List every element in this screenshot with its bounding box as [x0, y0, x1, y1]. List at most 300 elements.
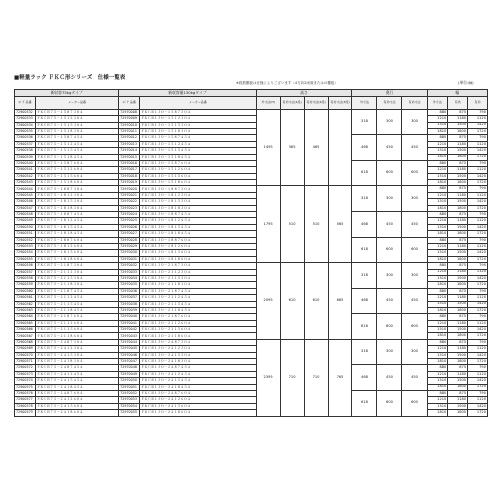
product-code-b: 72970040 — [119, 314, 140, 320]
width-outer: 880 — [427, 109, 448, 115]
maker-part-b: ＦＫＣＢ１３０－２４８７３０４ — [139, 339, 256, 345]
col-maker-a: メーカー品番 — [35, 96, 118, 109]
width-eff-2: 1420 — [468, 403, 488, 409]
width-outer: 1510 — [427, 403, 448, 409]
width-eff-1: 875 — [448, 263, 468, 269]
height-eff-1: 710 — [280, 339, 304, 416]
product-code-a: 72900554 — [15, 250, 36, 256]
maker-part-a: ＦＫＣＢ７５－１８１５４５４ — [35, 224, 118, 230]
product-code-b: 72970008 — [119, 109, 140, 115]
product-code-a: 72900552 — [15, 237, 36, 243]
depth-eff-2: 300 — [402, 339, 427, 365]
width-eff-2: 1120 — [468, 320, 488, 326]
maker-part-a: ＦＫＣＢ７５－１５８７６０４ — [35, 160, 118, 166]
maker-part-b: ＦＫＣＢ１３０－１８１２６０４ — [139, 244, 256, 250]
width-outer: 880 — [427, 390, 448, 396]
maker-part-a: ＦＫＣＢ７５－２１８７３０４ — [35, 263, 118, 269]
product-code-b: 72970047 — [119, 359, 140, 365]
maker-part-b: ＦＫＣＢ１３０－１５１８４５４ — [139, 154, 256, 160]
maker-part-a: ＦＫＣＢ７５－２１１８４５４ — [35, 307, 118, 313]
maker-part-b: ＦＫＣＢ１３０－１８１８３０４ — [139, 205, 256, 211]
product-code-b: 72970013 — [119, 141, 140, 147]
height-eff-3: 565 — [328, 186, 352, 263]
width-eff-1: 1500 — [448, 378, 468, 384]
maker-part-a: ＦＫＣＢ７５－１５１２４５４ — [35, 141, 118, 147]
width-outer: 880 — [427, 365, 448, 371]
width-eff-2: 1720 — [468, 180, 488, 186]
maker-part-b: ＦＫＣＢ１３０－２１１８３０４ — [139, 282, 256, 288]
product-code-b: 72970055 — [119, 410, 140, 416]
depth-header: 奥行 — [352, 90, 427, 97]
width-eff-2: 1420 — [468, 250, 488, 256]
maker-part-b: ＦＫＣＢ１３０－１８１５３０４ — [139, 199, 256, 205]
width-eff-2: 790 — [468, 212, 488, 218]
width-eff-2: 1420 — [468, 327, 488, 333]
product-code-a: 72900547 — [15, 205, 36, 211]
product-code-b: 72970045 — [119, 346, 140, 352]
product-code-a: 72900567 — [15, 333, 36, 339]
width-eff-2: 1420 — [468, 275, 488, 281]
depth-eff-2: 450 — [402, 212, 427, 238]
width-outer: 1510 — [427, 173, 448, 179]
maker-part-b: ＦＫＣＢ１３０－１５１２３０４ — [139, 116, 256, 122]
maker-part-a: ＦＫＣＢ７５－２１１２６０４ — [35, 320, 118, 326]
maker-part-b: ＦＫＣＢ１３０－２４１８６０４ — [139, 410, 256, 416]
width-outer: 1810 — [427, 282, 448, 288]
spec-table-body — [15, 109, 488, 416]
height-eff-2: 610 — [304, 263, 328, 340]
width-outer: 1810 — [427, 410, 448, 416]
product-code-b: 72970022 — [119, 199, 140, 205]
maker-part-b: ＦＫＣＢ１３０－２４８７６０４ — [139, 390, 256, 396]
product-code-a: 72900577 — [15, 397, 36, 403]
maker-part-a: ＦＫＣＢ７５－２１８７４５４ — [35, 288, 118, 294]
width-eff-1: 875 — [448, 186, 468, 192]
width-eff-1: 875 — [448, 160, 468, 166]
maker-part-b: ＦＫＣＢ１３０－２１１２６０４ — [139, 320, 256, 326]
maker-part-b: ＦＫＣＢ１３０－１５１８３０４ — [139, 128, 256, 134]
col-maker-b: メーカー品番 — [139, 96, 256, 109]
maker-part-b: ＦＫＣＢ１３０－１８１５４５４ — [139, 224, 256, 230]
depth-outer: 468 — [352, 135, 377, 161]
product-code-b: 72970043 — [119, 333, 140, 339]
col-h2: 有効寸法(1段) — [280, 96, 304, 109]
maker-part-b: ＦＫＣＢ１３０－１５８７３０４ — [139, 109, 256, 115]
product-code-a: 72900545 — [15, 192, 36, 198]
product-code-a: 72900553 — [15, 244, 36, 250]
width-eff-2: 1420 — [468, 301, 488, 307]
col-code-b: ｽﾍﾟｸﾞ品番 — [119, 96, 140, 109]
depth-eff-1: 300 — [377, 109, 402, 135]
width-eff-1: 1800 — [448, 154, 468, 160]
product-code-b: 72970049 — [119, 371, 140, 377]
width-outer: 880 — [427, 237, 448, 243]
width-eff-2: 1720 — [468, 359, 488, 365]
width-outer: 1510 — [427, 352, 448, 358]
height-outer: 2395 — [256, 339, 280, 416]
product-code-b: 72970034 — [119, 275, 140, 281]
product-code-b: 72970016 — [119, 160, 140, 166]
maker-part-a: ＦＫＣＢ７５－２４１５４５４ — [35, 378, 118, 384]
product-code-a: 72900568 — [15, 339, 36, 345]
maker-part-a: ＦＫＣＢ７５－１５８７４５４ — [35, 135, 118, 141]
product-code-a: 72900550 — [15, 224, 36, 230]
col-d2: 有効寸法 — [377, 96, 402, 109]
product-code-a: 72900573 — [15, 371, 36, 377]
maker-part-b: ＦＫＣＢ１３０－１５１２４５４ — [139, 141, 256, 147]
width-eff-2: 1720 — [468, 410, 488, 416]
unit-label: (単位:㎜) — [458, 80, 474, 85]
maker-part-a: ＦＫＣＢ７５－２４１２６０４ — [35, 397, 118, 403]
width-eff-1: 1500 — [448, 173, 468, 179]
depth-eff-1: 300 — [377, 263, 402, 289]
width-outer: 1210 — [427, 320, 448, 326]
width-eff-2: 1420 — [468, 378, 488, 384]
width-eff-1: 875 — [448, 135, 468, 141]
depth-eff-1: 300 — [377, 186, 402, 212]
width-eff-1: 1500 — [448, 275, 468, 281]
page-title: ■軽量ラック ＦＫＣ形シリーズ 仕様一覧表 — [14, 75, 126, 81]
depth-outer: 618 — [352, 237, 377, 263]
width-eff-1: 1800 — [448, 359, 468, 365]
maker-part-a: ＦＫＣＢ７５－１５１５４５４ — [35, 148, 118, 154]
width-eff-2: 1120 — [468, 218, 488, 224]
width-outer: 1510 — [427, 301, 448, 307]
height-outer: 1795 — [256, 186, 280, 263]
product-code-b: 72970018 — [119, 173, 140, 179]
height-eff-2: 710 — [304, 339, 328, 416]
depth-eff-1: 600 — [377, 314, 402, 340]
width-eff-1: 875 — [448, 390, 468, 396]
maker-part-b: ＦＫＣＢ１３０－２１１２３０４ — [139, 269, 256, 275]
maker-part-b: ＦＫＣＢ１３０－２１８７３０４ — [139, 263, 256, 269]
depth-outer: 318 — [352, 109, 377, 135]
product-code-b: 72970037 — [119, 295, 140, 301]
maker-part-b: ＦＫＣＢ１３０－２１８７６０４ — [139, 314, 256, 320]
height-eff-3: 665 — [328, 263, 352, 340]
width-eff-2: 1120 — [468, 371, 488, 377]
maker-part-b: ＦＫＣＢ１３０－１５１５３０４ — [139, 122, 256, 128]
width-outer: 1510 — [427, 327, 448, 333]
width-eff-1: 875 — [448, 288, 468, 294]
width-eff-1: 1800 — [448, 333, 468, 339]
product-code-a: 72900548 — [15, 212, 36, 218]
col-code-a: ｽﾍﾟｸﾞ品番 — [15, 96, 36, 109]
product-code-b: 72970053 — [119, 397, 140, 403]
width-eff-2: 1420 — [468, 224, 488, 230]
width-outer: 1210 — [427, 269, 448, 275]
maker-part-a: ＦＫＣＢ７５－１８１８３０４ — [35, 205, 118, 211]
width-outer: 880 — [427, 212, 448, 218]
height-eff-1: 510 — [280, 186, 304, 263]
product-code-b: 72970014 — [119, 148, 140, 154]
col-w2: 有効 — [448, 96, 468, 109]
depth-eff-2: 300 — [402, 263, 427, 289]
product-code-b: 72970052 — [119, 390, 140, 396]
depth-eff-2: 600 — [402, 314, 427, 340]
maker-part-b: ＦＫＣＢ１３０－１８１８６０４ — [139, 256, 256, 262]
product-code-b: 72970012 — [119, 135, 140, 141]
spec-table — [14, 89, 488, 417]
maker-part-a: ＦＫＣＢ７５－１８１２６０４ — [35, 244, 118, 250]
height-eff-3 — [328, 109, 352, 186]
width-eff-2: 1420 — [468, 173, 488, 179]
depth-outer: 468 — [352, 365, 377, 391]
maker-part-b: ＦＫＣＢ１３０－２４８７４５４ — [139, 365, 256, 371]
width-eff-2: 790 — [468, 390, 488, 396]
maker-part-a: ＦＫＣＢ７５－１８１８６０４ — [35, 256, 118, 262]
width-eff-1: 875 — [448, 212, 468, 218]
product-code-a: 72900533 — [15, 116, 36, 122]
width-eff-2: 790 — [468, 314, 488, 320]
width-eff-1: 1800 — [448, 205, 468, 211]
height-header: 高さ — [256, 90, 352, 97]
product-code-a: 72900564 — [15, 314, 36, 320]
depth-eff-2: 450 — [402, 135, 427, 161]
depth-eff-1: 600 — [377, 160, 402, 186]
depth-outer: 318 — [352, 186, 377, 212]
width-eff-2: 1120 — [468, 192, 488, 198]
width-eff-1: 1180 — [448, 244, 468, 250]
maker-part-a: ＦＫＣＢ７５－２４１５３０４ — [35, 352, 118, 358]
maker-part-b: ＦＫＣＢ１３０－１５８７６０４ — [139, 160, 256, 166]
width-eff-2: 1420 — [468, 122, 488, 128]
depth-eff-1: 450 — [377, 212, 402, 238]
maker-part-a: ＦＫＣＢ７５－２１１８３０４ — [35, 282, 118, 288]
width-eff-1: 1180 — [448, 371, 468, 377]
width-eff-1: 1500 — [448, 148, 468, 154]
height-eff-2: 510 — [304, 186, 328, 263]
maker-part-b: ＦＫＣＢ１３０－２４１５４５４ — [139, 378, 256, 384]
height-outer: 2095 — [256, 263, 280, 340]
col-d1: 外寸法 — [352, 96, 377, 109]
depth-outer: 468 — [352, 288, 377, 314]
maker-part-a: ＦＫＣＢ７５－２１１８６０４ — [35, 333, 118, 339]
width-outer: 1510 — [427, 148, 448, 154]
maker-part-a: ＦＫＣＢ７５－２１１５３０４ — [35, 275, 118, 281]
width-outer: 1510 — [427, 378, 448, 384]
product-code-b: 72970015 — [119, 154, 140, 160]
width-eff-1: 1800 — [448, 231, 468, 237]
width-outer: 1810 — [427, 128, 448, 134]
width-outer: 1210 — [427, 116, 448, 122]
product-code-a: 72900574 — [15, 378, 36, 384]
type-a-header: 新収容75kgタイプ — [15, 90, 119, 97]
width-eff-2: 1720 — [468, 205, 488, 211]
product-code-a: 72900576 — [15, 390, 36, 396]
width-eff-1: 1800 — [448, 256, 468, 262]
maker-part-a: ＦＫＣＢ７５－１８８７３０４ — [35, 186, 118, 192]
maker-part-b: ＦＫＣＢ１３０－２４１８４５４ — [139, 384, 256, 390]
width-outer: 1210 — [427, 218, 448, 224]
width-eff-2: 790 — [468, 186, 488, 192]
width-eff-2: 790 — [468, 237, 488, 243]
col-h4: 有効寸法(3段) — [328, 96, 352, 109]
product-code-a: 72900549 — [15, 218, 36, 224]
col-h3: 有効寸法(2段) — [304, 96, 328, 109]
maker-part-b: ＦＫＣＢ１３０－２１８７４５４ — [139, 288, 256, 294]
product-code-b: 72970028 — [119, 237, 140, 243]
width-outer: 1210 — [427, 295, 448, 301]
product-code-b: 72970026 — [119, 224, 140, 230]
maker-part-a: ＦＫＣＢ７５－１５１８３０４ — [35, 128, 118, 134]
maker-part-a: ＦＫＣＢ７５－２４１８６０４ — [35, 410, 118, 416]
product-code-b: 72970024 — [119, 212, 140, 218]
width-eff-2: 1120 — [468, 244, 488, 250]
width-eff-2: 1120 — [468, 141, 488, 147]
product-code-b: 72970025 — [119, 218, 140, 224]
width-outer: 880 — [427, 160, 448, 166]
width-outer: 1810 — [427, 359, 448, 365]
product-code-b: 72970029 — [119, 244, 140, 250]
product-code-b: 72970010 — [119, 122, 140, 128]
product-code-b: 72970048 — [119, 365, 140, 371]
product-code-a: 72900544 — [15, 186, 36, 192]
width-eff-1: 875 — [448, 365, 468, 371]
width-eff-2: 1420 — [468, 199, 488, 205]
product-code-b: 72970027 — [119, 231, 140, 237]
width-outer: 880 — [427, 339, 448, 345]
depth-outer: 318 — [352, 339, 377, 365]
height-eff-2: 465 — [304, 109, 328, 186]
depth-eff-2: 600 — [402, 160, 427, 186]
maker-part-b: ＦＫＣＢ１３０－２１１８４５４ — [139, 307, 256, 313]
maker-part-a: ＦＫＣＢ７５－１５１５６０４ — [35, 173, 118, 179]
width-outer: 1210 — [427, 244, 448, 250]
width-outer: 1810 — [427, 180, 448, 186]
maker-part-a: ＦＫＣＢ７５－２４１２３０４ — [35, 346, 118, 352]
maker-part-b: ＦＫＣＢ１３０－１８１５６０４ — [139, 250, 256, 256]
width-eff-2: 1120 — [468, 397, 488, 403]
product-code-a: 72900570 — [15, 352, 36, 358]
depth-eff-2: 600 — [402, 237, 427, 263]
width-outer: 1510 — [427, 224, 448, 230]
width-eff-1: 1500 — [448, 327, 468, 333]
maker-part-b: ＦＫＣＢ１３０－２４１２６０４ — [139, 397, 256, 403]
width-eff-1: 1180 — [448, 346, 468, 352]
maker-part-b: ＦＫＣＢ１３０－１５１５４５４ — [139, 148, 256, 154]
product-code-a: 72900532 — [15, 109, 36, 115]
type-b-header: 新収容量130kgタイプ — [119, 90, 256, 97]
width-outer: 1810 — [427, 307, 448, 313]
width-eff-1: 875 — [448, 339, 468, 345]
height-eff-3: 765 — [328, 339, 352, 416]
width-eff-1: 1180 — [448, 167, 468, 173]
product-code-b: 72970031 — [119, 256, 140, 262]
width-eff-2: 1720 — [468, 282, 488, 288]
product-code-b: 72970038 — [119, 301, 140, 307]
width-eff-2: 790 — [468, 288, 488, 294]
width-eff-2: 1120 — [468, 295, 488, 301]
width-outer: 1810 — [427, 205, 448, 211]
product-code-b: 72970011 — [119, 128, 140, 134]
width-outer: 1810 — [427, 384, 448, 390]
width-eff-1: 1500 — [448, 250, 468, 256]
width-outer: 1210 — [427, 397, 448, 403]
product-code-b: 72970019 — [119, 180, 140, 186]
width-outer: 1810 — [427, 256, 448, 262]
col-w3: 有効 — [468, 96, 488, 109]
product-code-a: 72900579 — [15, 410, 36, 416]
product-code-b: 72970050 — [119, 378, 140, 384]
product-code-b: 72970009 — [119, 116, 140, 122]
width-eff-1: 1500 — [448, 301, 468, 307]
width-outer: 880 — [427, 288, 448, 294]
product-code-a: 72900560 — [15, 288, 36, 294]
product-code-a: 72900572 — [15, 365, 36, 371]
product-code-a: 72900558 — [15, 275, 36, 281]
product-code-a: 72900541 — [15, 167, 36, 173]
col-d3: 有効寸法 — [402, 96, 427, 109]
product-code-a: 72900578 — [15, 403, 36, 409]
maker-part-b: ＦＫＣＢ１３０－２４１５３０４ — [139, 352, 256, 358]
width-outer: 1510 — [427, 250, 448, 256]
width-eff-1: 1500 — [448, 403, 468, 409]
depth-eff-1: 450 — [377, 288, 402, 314]
width-eff-2: 790 — [468, 109, 488, 115]
product-code-b: 72970039 — [119, 307, 140, 313]
depth-eff-1: 450 — [377, 135, 402, 161]
product-code-a: 72900543 — [15, 180, 36, 186]
maker-part-a: ＦＫＣＢ７５－２４８７４５４ — [35, 365, 118, 371]
maker-part-b: ＦＫＣＢ１３０－１８８７３０４ — [139, 186, 256, 192]
width-eff-1: 875 — [448, 109, 468, 115]
product-code-b: 72970041 — [119, 320, 140, 326]
product-code-a: 72900565 — [15, 320, 36, 326]
maker-part-a: ＦＫＣＢ７５－１５１８４５４ — [35, 154, 118, 160]
maker-part-b: ＦＫＣＢ１３０－２４１２３０４ — [139, 346, 256, 352]
width-eff-2: 1720 — [468, 154, 488, 160]
width-eff-2: 1720 — [468, 307, 488, 313]
width-outer: 1210 — [427, 192, 448, 198]
width-outer: 1210 — [427, 141, 448, 147]
product-code-b: 72970023 — [119, 205, 140, 211]
height-eff-1: 610 — [280, 263, 304, 340]
product-code-a: 72900566 — [15, 327, 36, 333]
width-header: 幅 — [427, 90, 488, 97]
product-code-b: 72970020 — [119, 186, 140, 192]
width-eff-2: 790 — [468, 365, 488, 371]
product-code-b: 72970051 — [119, 384, 140, 390]
width-eff-1: 1800 — [448, 282, 468, 288]
product-code-a: 72900555 — [15, 256, 36, 262]
width-eff-1: 875 — [448, 237, 468, 243]
width-eff-1: 1500 — [448, 352, 468, 358]
maker-part-b: ＦＫＣＢ１３０－２１１８６０４ — [139, 333, 256, 339]
width-eff-2: 1120 — [468, 346, 488, 352]
maker-part-b: ＦＫＣＢ１３０－１５１８６０４ — [139, 180, 256, 186]
depth-eff-2: 450 — [402, 365, 427, 391]
depth-eff-1: 300 — [377, 339, 402, 365]
width-eff-1: 1500 — [448, 199, 468, 205]
product-code-a: 72900534 — [15, 122, 36, 128]
maker-part-a: ＦＫＣＢ７５－１５１２３０４ — [35, 116, 118, 122]
product-code-a: 72900575 — [15, 384, 36, 390]
width-eff-1: 1180 — [448, 320, 468, 326]
maker-part-b: ＦＫＣＢ１３０－１５１２６０４ — [139, 167, 256, 173]
width-eff-1: 1180 — [448, 116, 468, 122]
maker-part-a: ＦＫＣＢ７５－２４１２４５４ — [35, 371, 118, 377]
width-eff-2: 790 — [468, 263, 488, 269]
width-eff-2: 1120 — [468, 269, 488, 275]
maker-part-a: ＦＫＣＢ７５－２４１５６０４ — [35, 403, 118, 409]
depth-eff-2: 300 — [402, 186, 427, 212]
maker-part-a: ＦＫＣＢ７５－１８１５３０４ — [35, 199, 118, 205]
width-eff-2: 1420 — [468, 148, 488, 154]
width-outer: 1510 — [427, 275, 448, 281]
width-eff-1: 1800 — [448, 128, 468, 134]
width-eff-1: 1800 — [448, 384, 468, 390]
